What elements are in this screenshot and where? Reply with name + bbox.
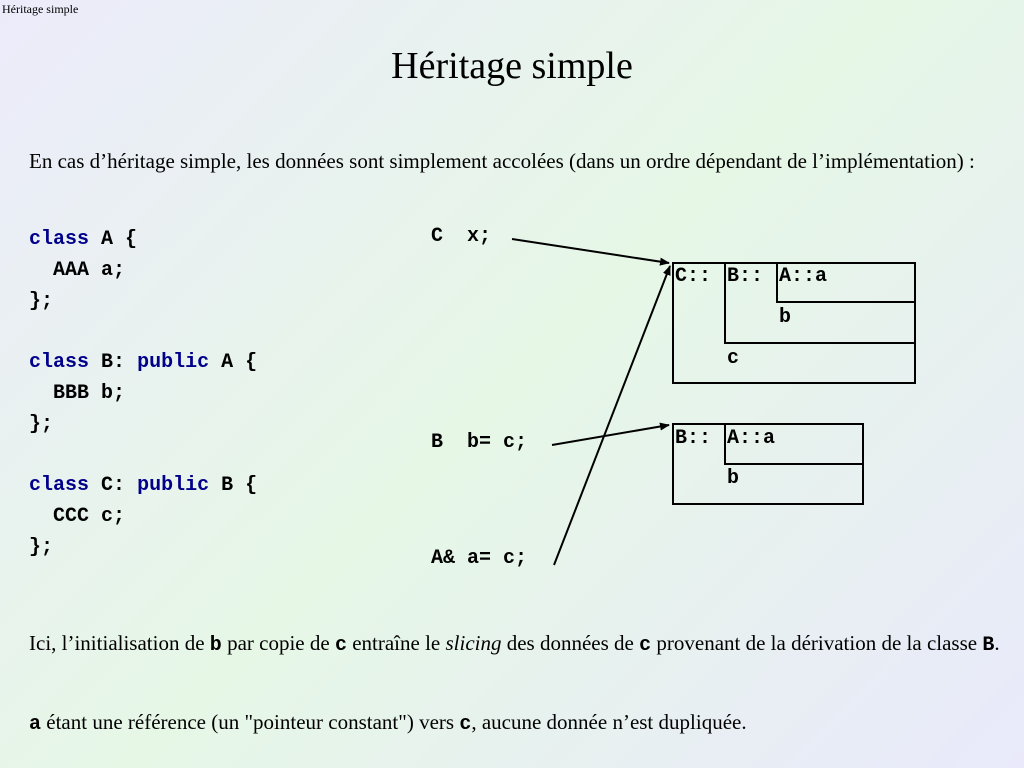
code-class-b-base: A {	[221, 351, 258, 375]
stmt-c-x: C x;	[431, 225, 492, 248]
arrow-a-to-c-layout	[554, 266, 670, 565]
para2-text-2: , aucune donnée n’est dupliquée.	[471, 710, 747, 734]
layout-c-a-member: A::a	[779, 265, 828, 288]
layout-c-c-member: c	[727, 347, 740, 370]
stmt-b-copy: B b= c;	[431, 431, 528, 454]
para1-text-3: entraîne le	[346, 631, 446, 655]
code-class-b-name: B:	[101, 351, 126, 375]
code-line-close-c: };	[29, 535, 54, 559]
layout-b-label: B::	[675, 427, 712, 450]
intro-text: En cas d’héritage simple, les données sont simplement accolées (dans un ordre dépendant de l’implémentation) :	[29, 149, 975, 173]
para1-code-b: b	[209, 634, 222, 657]
layout-b-b-member: b	[727, 467, 740, 490]
arrow-b-to-b-layout	[552, 425, 669, 445]
para1-text-4: des données de	[501, 631, 640, 655]
keyword-public: public	[137, 474, 210, 498]
para1-text-6: .	[994, 631, 1000, 655]
arrow-x-to-c-layout	[512, 239, 669, 263]
code-line-bbb: BBB b;	[29, 381, 126, 405]
stmt-a-ref: A& a= c;	[431, 547, 528, 570]
slicing-paragraph	[29, 628, 1009, 661]
code-line-aaa: AAA a;	[29, 258, 126, 282]
layout-c-b-label: B::	[727, 265, 764, 288]
para2-code-a: a	[29, 713, 42, 736]
para1-slicing: slicing	[445, 631, 502, 655]
layout-c-label: C::	[675, 265, 712, 288]
reference-paragraph	[29, 707, 1009, 740]
keyword-class: class	[29, 228, 90, 251]
para1-text-1: Ici, l’initialisation de	[29, 631, 210, 655]
keyword-public: public	[137, 351, 210, 375]
para2-code-c: c	[459, 713, 472, 736]
para1-code-c: c	[334, 634, 347, 657]
para2-text-1: étant une référence (un "pointeur constant") vers	[41, 710, 460, 734]
keyword-class: class	[29, 474, 90, 498]
para1-text-2: par copie de	[221, 631, 335, 655]
slide-title: Héritage simple	[391, 45, 633, 87]
corner-title: Héritage simple	[2, 2, 79, 16]
code-class-c-base: B {	[221, 474, 258, 498]
para1-code-c2: c	[639, 634, 652, 657]
layout-c-b-member: b	[779, 306, 792, 329]
code-line-ccc: CCC c;	[29, 505, 126, 529]
code-class-a-name: A {	[101, 228, 138, 251]
code-class-c-name: C:	[101, 474, 126, 498]
para1-code-B: B	[982, 634, 995, 657]
layout-b-a-member: A::a	[727, 427, 776, 450]
para1-text-5: provenant de la dérivation de la classe	[651, 631, 983, 655]
code-line-close-a: };	[29, 289, 54, 313]
code-line-close-b: };	[29, 412, 54, 436]
keyword-class: class	[29, 351, 90, 375]
